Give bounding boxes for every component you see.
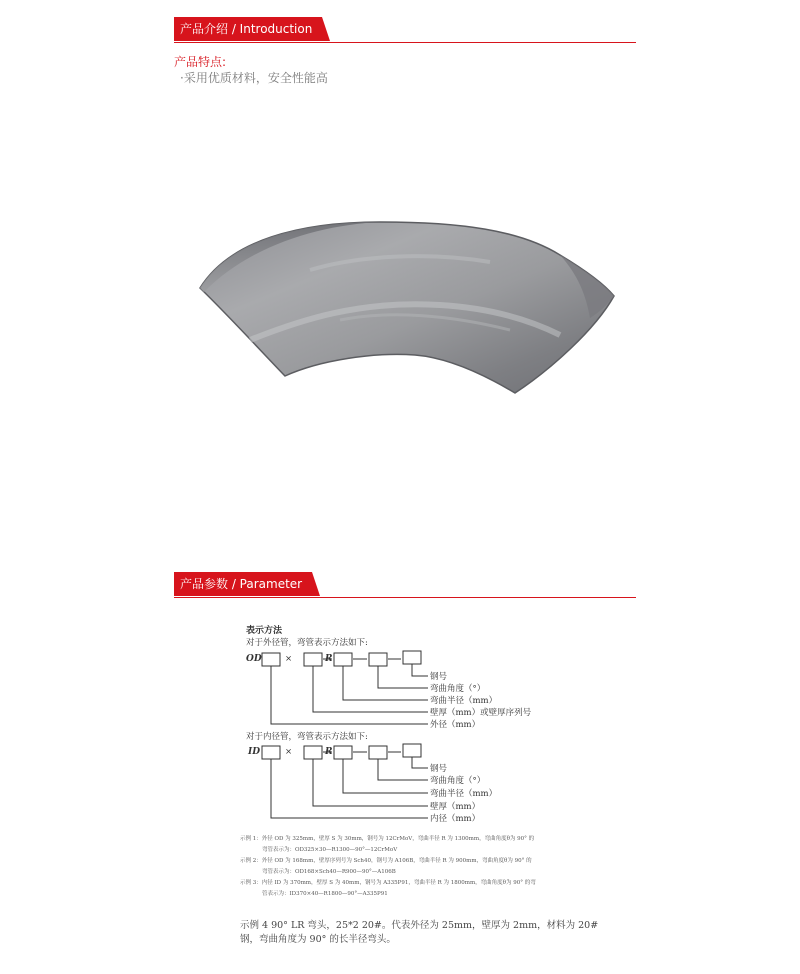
id-label-diameter: 内径（mm）	[430, 814, 481, 824]
designation-diagram-lines	[236, 620, 599, 960]
example-line: 弯管表示为：OD168×Sch40—R900—90°—A106B	[262, 869, 396, 875]
od-label-thickness: 壁厚（mm）或壁厚序列号	[430, 708, 532, 718]
od-times-sign: ×	[285, 654, 293, 664]
introduction-tab-label: 产品介绍 / Introduction	[174, 17, 322, 41]
od-r-sign: R	[325, 654, 333, 664]
od-label-steel: 钢号	[430, 672, 448, 682]
id-intro: 对于内径管，弯管表示方法如下:	[246, 732, 368, 742]
od-intro: 对于外径管，弯管表示方法如下:	[246, 638, 368, 648]
parameter-tab-label: 产品参数 / Parameter	[174, 572, 312, 596]
introduction-divider	[174, 42, 636, 43]
example-line: 示例 1：外径 OD 为 325mm，壁厚 S 为 30mm，钢号为 12CrMoV，弯曲半径 R 为 1300mm，弯曲角度θ为 90° 的	[240, 836, 535, 842]
id-label-angle: 弯曲角度（°）	[430, 776, 486, 786]
example-line: 弯管表示为：OD325×30—R1300—90°—12CrMoV	[262, 847, 398, 853]
example4-line1: 示例 4 90° LR 弯头，25*2 20#。代表外径为 25mm，壁厚为 2mm，材料为 20#	[240, 920, 599, 931]
designation-document	[236, 620, 599, 960]
id-label-radius: 弯曲半径（mm）	[430, 789, 498, 799]
id-code: ID	[248, 747, 261, 757]
features-title: 产品特点:	[174, 55, 227, 69]
parameter-divider	[174, 597, 636, 598]
id-times-sign: ×	[285, 747, 293, 757]
pipe-elbow-image	[190, 200, 620, 400]
example4-line2: 钢，弯曲角度为 90° 的长半径弯头。	[240, 934, 396, 945]
id-label-thickness: 壁厚（mm）	[430, 802, 481, 812]
od-label-angle: 弯曲角度（°）	[430, 684, 486, 694]
id-r-sign: R	[325, 747, 333, 757]
features-item: ·采用优质材料，安全性能高	[180, 71, 328, 85]
example-line: 管表示为：ID370×40—R1800—90°—A335P91	[262, 891, 388, 897]
od-label-radius: 弯曲半径（mm）	[430, 696, 498, 706]
introduction-header	[174, 17, 636, 41]
parameter-header	[174, 572, 636, 596]
od-label-diameter: 外径（mm）	[430, 720, 481, 730]
id-label-steel: 钢号	[430, 764, 448, 774]
example-line: 示例 2：外径 OD 为 168mm，壁厚序列号为 Sch40，钢号为 A106B，弯曲半径 R 为 900mm，弯曲角度θ为 90° 的	[240, 858, 532, 864]
example-line: 示例 3：内径 ID 为 370mm，壁厚 S 为 40mm，钢号为 A335P91，弯曲半径 R 为 1800mm，弯曲角度θ为 90° 的弯	[240, 880, 536, 886]
od-code: OD	[246, 654, 262, 664]
method-title: 表示方法	[246, 626, 283, 636]
